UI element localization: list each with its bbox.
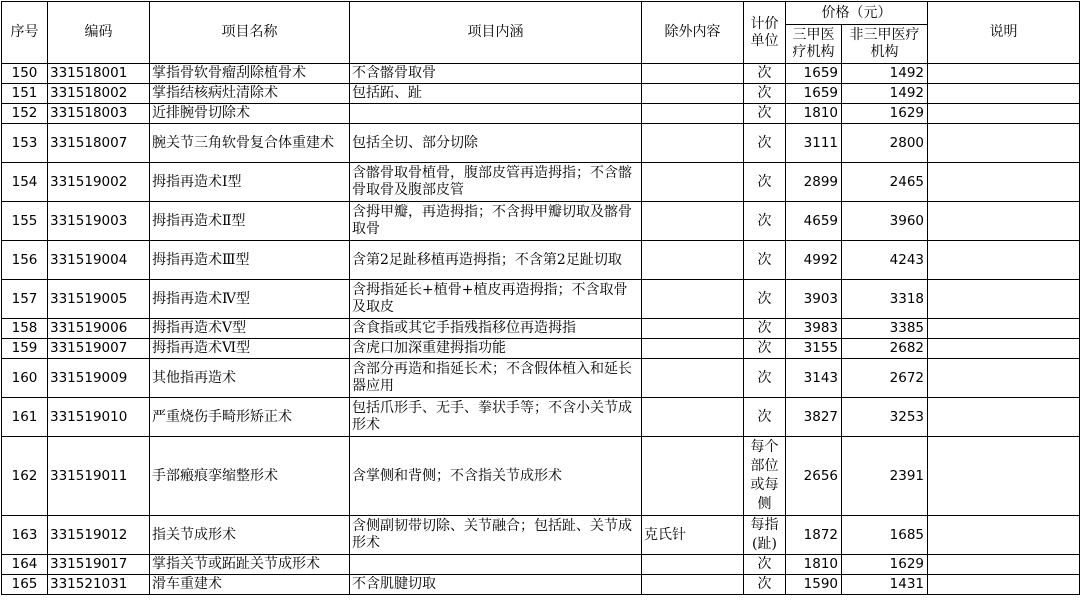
cell-name: 指关节成形术 <box>150 516 350 555</box>
cell-price-a: 1810 <box>786 104 842 124</box>
table-row <box>2 241 1080 280</box>
cell-code: 331519010 <box>48 398 150 437</box>
cell-code: 331519009 <box>48 359 150 398</box>
cell-content: 含掌侧和背侧；不含指关节成形术 <box>350 437 642 516</box>
price-table <box>1 1 1080 595</box>
cell-price-b: 1629 <box>842 104 928 124</box>
cell-note <box>928 575 1080 595</box>
cell-unit: 次 <box>744 84 786 104</box>
cell-name: 拇指再造术Ⅳ型 <box>150 280 350 319</box>
header-seq: 序号 <box>2 2 48 64</box>
cell-content: 含侧副韧带切除、关节融合；包括趾、关节成形术 <box>350 516 642 555</box>
header-exclusion: 除外内容 <box>642 2 744 64</box>
cell-note <box>928 202 1080 241</box>
cell-price-b: 2672 <box>842 359 928 398</box>
cell-content: 不含髂骨取骨 <box>350 64 642 84</box>
cell-seq: 162 <box>2 437 48 516</box>
cell-content: 包括爪形手、无手、拳状手等；不含小关节成形术 <box>350 398 642 437</box>
cell-content: 含部分再造和指延长术；不含假体植入和延长器应用 <box>350 359 642 398</box>
cell-price-a: 1659 <box>786 84 842 104</box>
cell-content: 包括跖、趾 <box>350 84 642 104</box>
cell-exclusion <box>642 163 744 202</box>
cell-name: 掌指关节或跖趾关节成形术 <box>150 555 350 575</box>
cell-content: 含虎口加深重建拇指功能 <box>350 339 642 359</box>
cell-seq: 156 <box>2 241 48 280</box>
cell-content <box>350 104 642 124</box>
cell-price-b: 3960 <box>842 202 928 241</box>
table-row <box>2 280 1080 319</box>
cell-seq: 159 <box>2 339 48 359</box>
cell-name: 掌指骨软骨瘤刮除植骨术 <box>150 64 350 84</box>
cell-code: 331518002 <box>48 84 150 104</box>
cell-price-a: 2899 <box>786 163 842 202</box>
cell-price-a: 2656 <box>786 437 842 516</box>
cell-note <box>928 163 1080 202</box>
cell-code: 331518003 <box>48 104 150 124</box>
cell-price-a: 1659 <box>786 64 842 84</box>
cell-exclusion <box>642 241 744 280</box>
cell-seq: 157 <box>2 280 48 319</box>
cell-code: 331519012 <box>48 516 150 555</box>
cell-name: 腕关节三角软骨复合体重建术 <box>150 124 350 163</box>
cell-unit: 次 <box>744 163 786 202</box>
cell-unit: 每指 (趾) <box>744 516 786 555</box>
cell-price-a: 3983 <box>786 319 842 339</box>
cell-note <box>928 339 1080 359</box>
cell-seq: 151 <box>2 84 48 104</box>
cell-exclusion <box>642 64 744 84</box>
table-row <box>2 202 1080 241</box>
cell-name: 拇指再造术Ⅰ型 <box>150 163 350 202</box>
cell-price-b: 3253 <box>842 398 928 437</box>
cell-seq: 165 <box>2 575 48 595</box>
cell-name: 拇指再造术Ⅴ型 <box>150 319 350 339</box>
cell-price-a: 3143 <box>786 359 842 398</box>
cell-note <box>928 64 1080 84</box>
cell-code: 331521031 <box>48 575 150 595</box>
cell-note <box>928 241 1080 280</box>
cell-code: 331519007 <box>48 339 150 359</box>
cell-note <box>928 319 1080 339</box>
table-row <box>2 359 1080 398</box>
cell-code: 331519003 <box>48 202 150 241</box>
cell-exclusion <box>642 437 744 516</box>
cell-seq: 152 <box>2 104 48 124</box>
cell-code: 331519006 <box>48 319 150 339</box>
cell-note <box>928 359 1080 398</box>
cell-note <box>928 516 1080 555</box>
cell-content: 包括全切、部分切除 <box>350 124 642 163</box>
cell-seq: 161 <box>2 398 48 437</box>
table-row <box>2 575 1080 595</box>
table-row <box>2 398 1080 437</box>
cell-seq: 163 <box>2 516 48 555</box>
cell-seq: 150 <box>2 64 48 84</box>
cell-seq: 153 <box>2 124 48 163</box>
cell-exclusion <box>642 202 744 241</box>
cell-price-a: 1872 <box>786 516 842 555</box>
cell-note <box>928 555 1080 575</box>
cell-price-a: 3903 <box>786 280 842 319</box>
table-row <box>2 516 1080 555</box>
cell-price-a: 1590 <box>786 575 842 595</box>
cell-name: 严重烧伤手畸形矫正术 <box>150 398 350 437</box>
cell-unit: 次 <box>744 339 786 359</box>
cell-exclusion <box>642 575 744 595</box>
header-price-a: 三甲医 疗机构 <box>786 25 842 64</box>
cell-content: 不含肌腱切取 <box>350 575 642 595</box>
cell-price-b: 1685 <box>842 516 928 555</box>
cell-code: 331519002 <box>48 163 150 202</box>
cell-price-a: 3111 <box>786 124 842 163</box>
cell-unit: 次 <box>744 124 786 163</box>
table-row <box>2 437 1080 516</box>
table-row <box>2 64 1080 84</box>
table-row <box>2 339 1080 359</box>
cell-name: 其他指再造术 <box>150 359 350 398</box>
cell-price-b: 1492 <box>842 64 928 84</box>
cell-exclusion <box>642 319 744 339</box>
cell-exclusion: 克氏针 <box>642 516 744 555</box>
cell-unit: 次 <box>744 202 786 241</box>
cell-seq: 164 <box>2 555 48 575</box>
header-note: 说明 <box>928 2 1080 64</box>
table-row <box>2 163 1080 202</box>
header-price-b: 非三甲医疗 机构 <box>842 25 928 64</box>
cell-unit: 次 <box>744 555 786 575</box>
cell-price-b: 2465 <box>842 163 928 202</box>
cell-name: 拇指再造术Ⅵ型 <box>150 339 350 359</box>
cell-content: 含拇甲瓣，再造拇指；不含拇甲瓣切取及髂骨取骨 <box>350 202 642 241</box>
cell-unit: 次 <box>744 104 786 124</box>
header-price: 价格（元） <box>786 2 928 25</box>
cell-code: 331519004 <box>48 241 150 280</box>
cell-name: 拇指再造术Ⅱ型 <box>150 202 350 241</box>
cell-seq: 154 <box>2 163 48 202</box>
cell-price-b: 1431 <box>842 575 928 595</box>
cell-code: 331518007 <box>48 124 150 163</box>
header-name: 项目名称 <box>150 2 350 64</box>
cell-price-b: 4243 <box>842 241 928 280</box>
cell-name: 掌指结核病灶清除术 <box>150 84 350 104</box>
cell-note <box>928 437 1080 516</box>
cell-price-b: 2391 <box>842 437 928 516</box>
cell-price-a: 4992 <box>786 241 842 280</box>
cell-content: 含拇指延长+植骨+植皮再造拇指；不含取骨及取皮 <box>350 280 642 319</box>
cell-name: 拇指再造术Ⅲ型 <box>150 241 350 280</box>
cell-price-a: 3827 <box>786 398 842 437</box>
cell-seq: 158 <box>2 319 48 339</box>
cell-code: 331519011 <box>48 437 150 516</box>
cell-price-b: 2800 <box>842 124 928 163</box>
cell-name: 手部瘢痕挛缩整形术 <box>150 437 350 516</box>
cell-exclusion <box>642 359 744 398</box>
cell-note <box>928 84 1080 104</box>
cell-exclusion <box>642 124 744 163</box>
cell-content: 含第2足趾移植再造拇指；不含第2足趾切取 <box>350 241 642 280</box>
cell-price-a: 4659 <box>786 202 842 241</box>
cell-unit: 次 <box>744 319 786 339</box>
cell-price-a: 1810 <box>786 555 842 575</box>
cell-seq: 155 <box>2 202 48 241</box>
cell-price-b: 3385 <box>842 319 928 339</box>
cell-exclusion <box>642 339 744 359</box>
cell-exclusion <box>642 104 744 124</box>
cell-unit: 次 <box>744 280 786 319</box>
cell-content: 含髂骨取骨植骨，腹部皮管再造拇指；不含髂骨取骨及腹部皮管 <box>350 163 642 202</box>
cell-unit: 次 <box>744 575 786 595</box>
cell-exclusion <box>642 398 744 437</box>
cell-unit: 次 <box>744 241 786 280</box>
cell-note <box>928 280 1080 319</box>
cell-price-b: 3318 <box>842 280 928 319</box>
cell-unit: 每个 部位 或每 侧 <box>744 437 786 516</box>
cell-unit: 次 <box>744 359 786 398</box>
cell-unit: 次 <box>744 398 786 437</box>
cell-price-b: 2682 <box>842 339 928 359</box>
cell-note <box>928 124 1080 163</box>
cell-exclusion <box>642 84 744 104</box>
cell-price-b: 1629 <box>842 555 928 575</box>
cell-content <box>350 555 642 575</box>
cell-note <box>928 104 1080 124</box>
header-code: 编码 <box>48 2 150 64</box>
cell-note <box>928 398 1080 437</box>
table-row <box>2 319 1080 339</box>
header-unit: 计价 单位 <box>744 2 786 64</box>
cell-seq: 160 <box>2 359 48 398</box>
header-content: 项目内涵 <box>350 2 642 64</box>
cell-code: 331518001 <box>48 64 150 84</box>
table-row <box>2 124 1080 163</box>
table-row <box>2 84 1080 104</box>
cell-price-a: 3155 <box>786 339 842 359</box>
cell-price-b: 1492 <box>842 84 928 104</box>
cell-name: 滑车重建术 <box>150 575 350 595</box>
cell-unit: 次 <box>744 64 786 84</box>
cell-exclusion <box>642 555 744 575</box>
table-row <box>2 104 1080 124</box>
cell-content: 含食指或其它手指残指移位再造拇指 <box>350 319 642 339</box>
cell-name: 近排腕骨切除术 <box>150 104 350 124</box>
cell-exclusion <box>642 280 744 319</box>
cell-code: 331519017 <box>48 555 150 575</box>
table-row <box>2 555 1080 575</box>
cell-code: 331519005 <box>48 280 150 319</box>
